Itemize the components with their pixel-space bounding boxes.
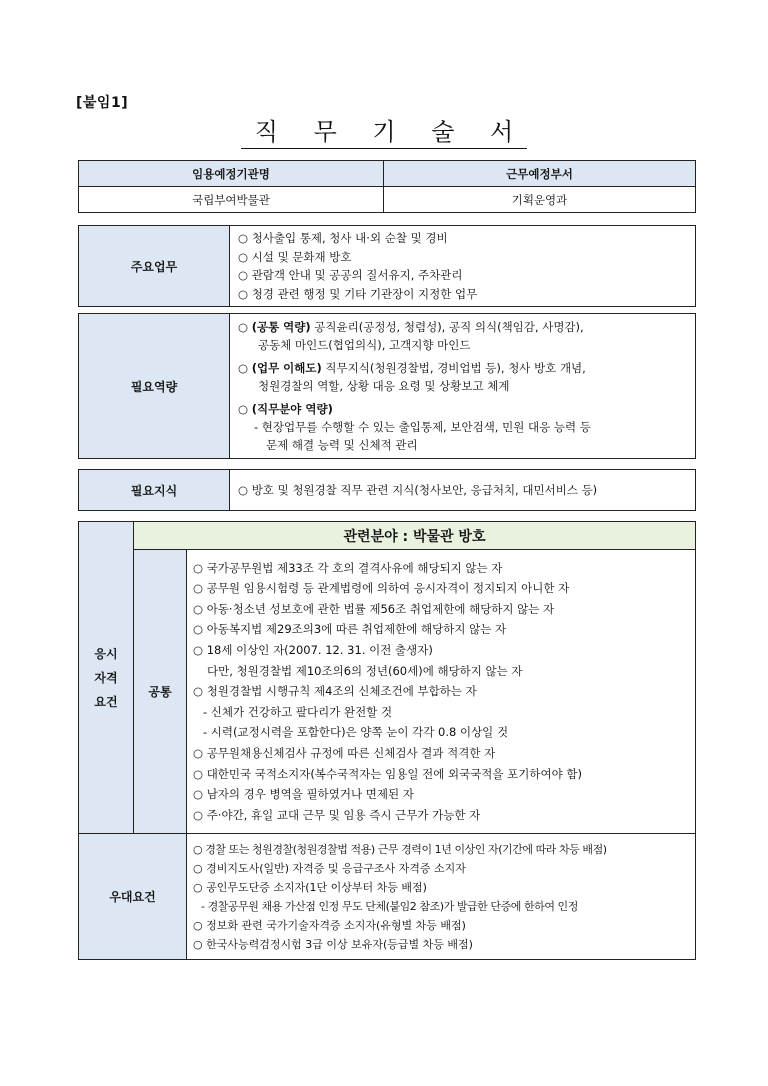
- competencies-list: [230, 314, 696, 459]
- knowledge-table: [78, 469, 696, 511]
- requirement-item: ○ 국가공무원법 제33조 각 호의 결격사유에 해당되지 않는 자: [193, 560, 503, 575]
- main-duty-item: ○ 청사출입 통제, 청사 내·외 순찰 및 경비: [238, 231, 448, 245]
- attachment-label: [붙임1]: [76, 95, 129, 111]
- competency-group: [238, 359, 689, 395]
- main-duties-list: [230, 226, 696, 307]
- competency-title: (직무분야 역량): [251, 402, 333, 416]
- preference-label: 우대요건: [79, 834, 187, 960]
- competencies-label: 필요역량: [79, 314, 230, 459]
- requirement-item: ○ 남자의 경우 병역을 필하였거나 면제된 자: [193, 787, 414, 802]
- preference-item: ○ 공인무도단증 소지자(1단 이상부터 차등 배점): [193, 880, 427, 894]
- competency-sub-continuation: 문제 해결 능력 및 신체적 관리: [266, 438, 418, 452]
- knowledge-text: ○ 방호 및 청원경찰 직무 관련 지식(청사보안, 응급처치, 대민서비스 등): [230, 470, 696, 511]
- requirement-item: ○ 18세 이상인 자(2007. 12. 31. 이전 출생자): [193, 643, 433, 658]
- main-duty-item: ○ 청경 관련 행정 및 기타 기관장이 지정한 업무: [238, 286, 478, 301]
- bullet-marker: ○: [238, 320, 252, 334]
- requirement-item: ○ 대한민국 국적소지자(복수국적자는 임용일 전에 외국국적을 포기하여야 함): [193, 766, 582, 781]
- main-duty-item: ○ 관람객 안내 및 공공의 질서유지, 주차관리: [238, 268, 463, 282]
- competency-continuation: 공동체 마인드(협업의식), 고객지향 마인드: [258, 338, 471, 352]
- qualification-label-line: 응시: [94, 646, 118, 661]
- requirement-item: ○ 공무원채용신체검사 규정에 따른 신체검사 결과 적격한 자: [193, 745, 496, 760]
- knowledge-label: 필요지식: [79, 470, 230, 511]
- requirement-item: ○ 아동·청소년 성보호에 관한 법률 제56조 취업제한에 해당하지 않는 자: [193, 601, 555, 616]
- bullet-marker: ○: [238, 361, 252, 375]
- org-col2-header: 근무예정부서: [384, 161, 696, 187]
- competency-text: 공직윤리(공정성, 청렴성), 공직 의식(책임감, 사명감),: [310, 320, 584, 334]
- qualification-table: [78, 521, 696, 960]
- preference-list: [187, 834, 696, 960]
- preference-item: ○ 정보화 관련 국가기술자격증 소지자(유형별 차등 배점): [193, 918, 466, 932]
- competencies-table: [78, 313, 696, 459]
- main-duty-item: ○ 시설 및 문화재 방호: [238, 249, 352, 264]
- preference-item: ○ 경찰 또는 청원경찰(청원경찰법 적용) 근무 경력이 1년 이상인 자(기간에 따라 차등 배점): [193, 842, 607, 856]
- document-title: [0, 112, 768, 147]
- competency-continuation: 청원경찰의 역할, 상황 대응 요령 및 상황보고 체계: [258, 379, 510, 393]
- requirement-continuation: 다만, 청원경찰법 제10조의6의 정년(60세)에 해당하지 않는 자: [207, 663, 523, 678]
- requirement-item: ○ 청원경찰법 시행규칙 제4조의 신체조건에 부합하는 자: [193, 684, 477, 699]
- competency-sub-item: - 현장업무를 수행할 수 있는 출입통제, 보안검색, 민원 대응 능력 등: [254, 420, 591, 434]
- common-label: 공통: [134, 550, 187, 834]
- document-title-text: 직 무 기 술 서: [241, 118, 527, 149]
- competency-text: 직무지식(청원경찰법, 경비업법 등), 청사 방호 개념,: [321, 361, 586, 375]
- competency-group: [238, 318, 689, 354]
- main-duties-table: [78, 225, 696, 307]
- requirement-item: ○ 주·야간, 휴일 교대 근무 및 임용 즉시 근무가 가능한 자: [193, 807, 481, 822]
- preference-sub-item: - 경찰공무원 채용 가산점 인정 무도 단체(붙임2 참조)가 발급한 단증에 한하여 인정: [201, 899, 578, 913]
- bullet-marker: ○: [238, 402, 252, 416]
- competency-group: [238, 400, 689, 454]
- common-requirements-list: [187, 550, 696, 834]
- preference-item: ○ 경비지도사(일반) 자격증 및 응급구조사 자격증 소지자: [193, 861, 466, 875]
- main-duties-label: 주요업무: [79, 226, 230, 307]
- requirement-item: ○ 아동복지법 제29조의3에 따른 취업제한에 해당하지 않는 자: [193, 622, 507, 637]
- competency-title: (업무 이해도): [251, 361, 322, 375]
- requirement-sub-item: - 시력(교정시력을 포함한다)은 양쪽 눈이 각각 0.8 이상일 것: [203, 725, 509, 740]
- field-title: 관련분야 : 박물관 방호: [134, 522, 696, 550]
- org-table: [78, 160, 696, 213]
- requirement-item: ○ 공무원 임용시험령 등 관계법령에 의하여 응시자격이 정지되지 아니한 자: [193, 581, 570, 596]
- qualification-label: [79, 522, 134, 834]
- qualification-label-line: 요건: [94, 694, 118, 709]
- preference-item: ○ 한국사능력검정시험 3급 이상 보유자(등급별 차등 배점): [193, 937, 473, 951]
- requirement-sub-item: - 신체가 건강하고 팔다리가 완전할 것: [203, 704, 393, 719]
- qualification-label-line: 자격: [94, 670, 118, 685]
- org-col1-header: 임용예정기관명: [79, 161, 384, 187]
- org-col2-value: 기획운영과: [384, 187, 696, 213]
- org-col1-value: 국립부여박물관: [79, 187, 384, 213]
- competency-title: (공통 역량): [251, 320, 311, 334]
